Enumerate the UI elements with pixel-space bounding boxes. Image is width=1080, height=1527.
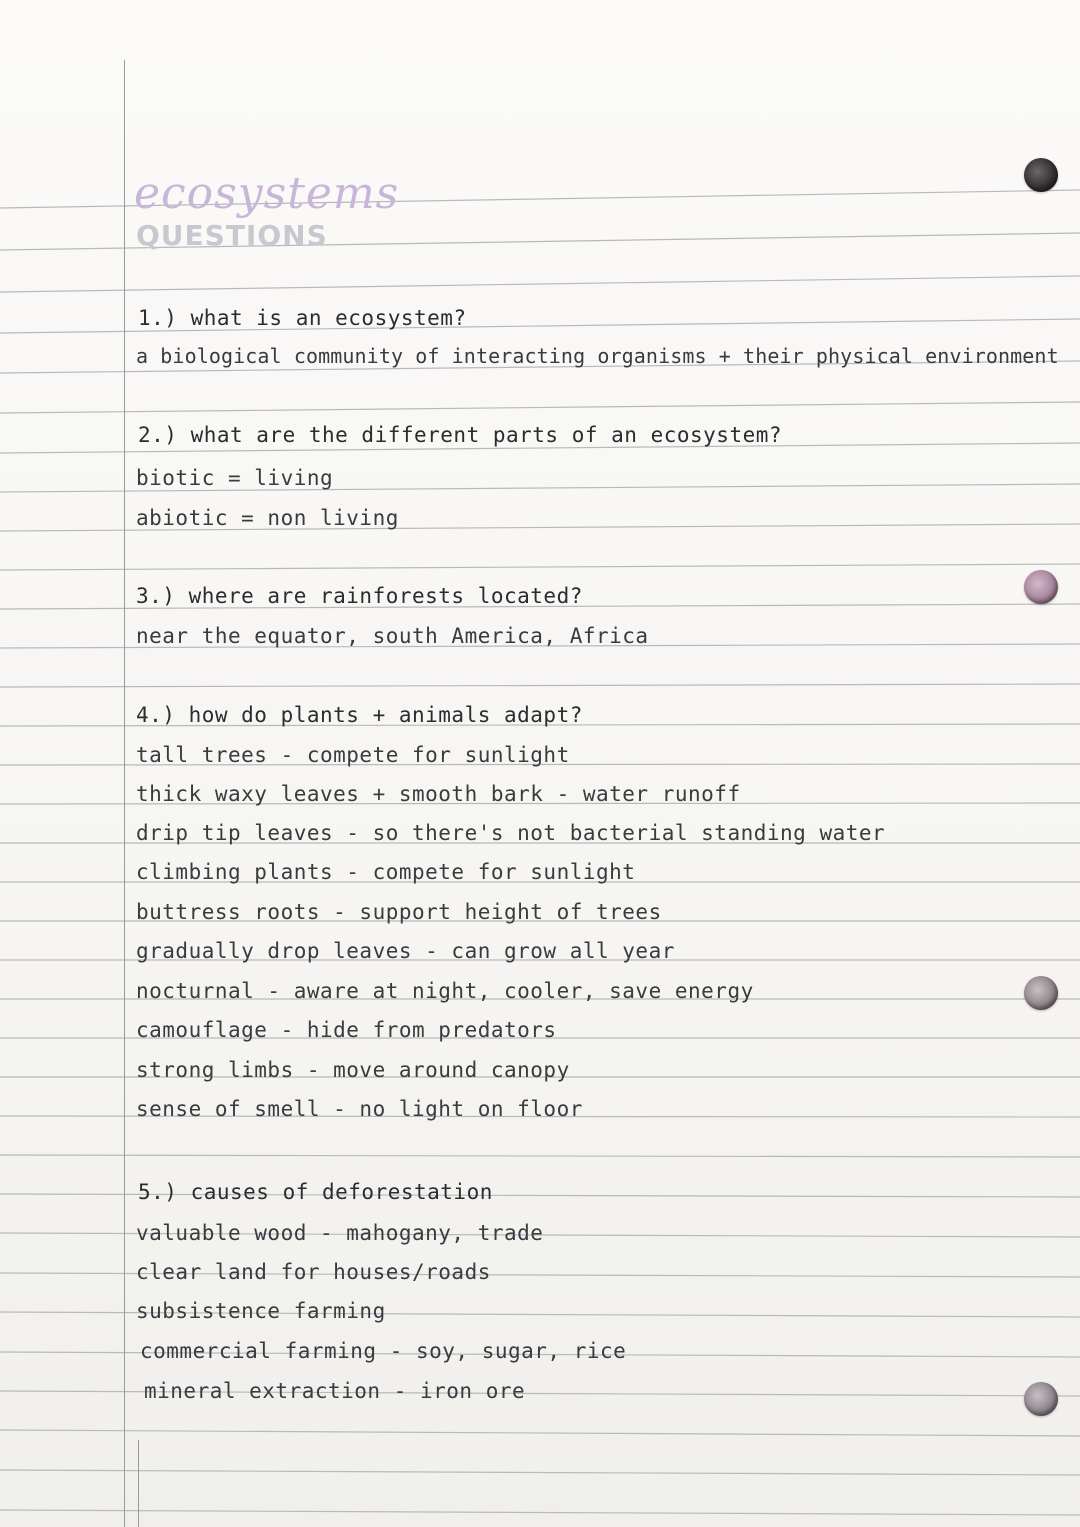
page-title: ecosystems <box>134 168 400 219</box>
page-subtitle: QUESTIONS <box>136 219 328 252</box>
answer-line: mineral extraction - iron ore <box>144 1379 526 1403</box>
answer-line: drip tip leaves - so there's not bacterial standing water <box>136 821 886 845</box>
answer-line: tall trees - compete for sunlight <box>136 743 570 767</box>
margin-line-lower <box>138 1440 139 1527</box>
answer-line: gradually drop leaves - can grow all year <box>136 939 675 963</box>
binder-hole <box>1024 1382 1058 1416</box>
question-5: 5.) causes of deforestation <box>138 1180 493 1204</box>
answer-line: near the equator, south America, Africa <box>136 624 649 648</box>
answer-line: strong limbs - move around canopy <box>136 1058 570 1082</box>
answer-line: buttress roots - support height of trees <box>136 900 662 924</box>
answer-line: sense of smell - no light on floor <box>136 1097 583 1121</box>
answer-line: biotic = living <box>136 466 334 490</box>
question-3: 3.) where are rainforests located? <box>136 584 583 608</box>
binder-hole <box>1024 570 1058 604</box>
answer-line: thick waxy leaves + smooth bark - water runoff <box>136 782 741 806</box>
answer-line: climbing plants - compete for sunlight <box>136 860 636 884</box>
answer-line: a biological community of interacting organisms + their physical environment <box>136 344 1059 368</box>
margin-line <box>124 60 125 1527</box>
answer-line: camouflage - hide from predators <box>136 1018 557 1042</box>
binder-hole <box>1024 976 1058 1010</box>
binder-hole <box>1024 158 1058 192</box>
question-4: 4.) how do plants + animals adapt? <box>136 703 583 727</box>
question-1: 1.) what is an ecosystem? <box>138 306 467 330</box>
question-2: 2.) what are the different parts of an ecosystem? <box>138 423 783 447</box>
answer-line: nocturnal - aware at night, cooler, save energy <box>136 979 754 1003</box>
answer-line: subsistence farming <box>136 1299 386 1323</box>
answer-line: commercial farming - soy, sugar, rice <box>140 1339 627 1363</box>
answer-line: clear land for houses/roads <box>136 1260 491 1284</box>
answer-line: abiotic = non living <box>136 506 399 530</box>
answer-line: valuable wood - mahogany, trade <box>136 1221 544 1245</box>
